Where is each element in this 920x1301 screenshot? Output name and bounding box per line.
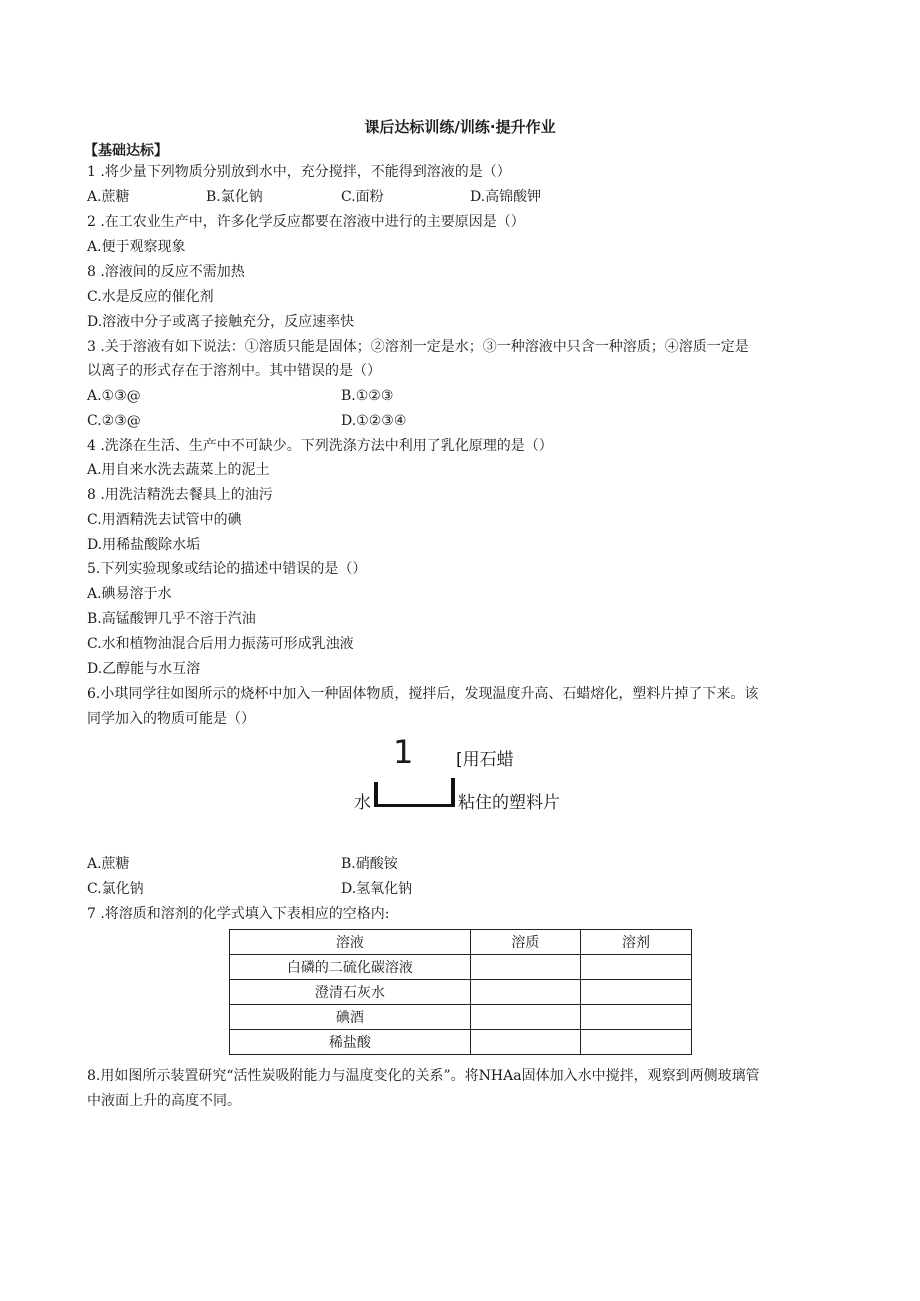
cell-solute-blank[interactable] xyxy=(470,955,580,980)
section-heading: 【基础达标】 xyxy=(84,143,168,159)
q6-option-a: A.蔗糖 xyxy=(87,856,130,872)
q1-option-c: C.面粉 xyxy=(341,189,384,205)
cell-solute-blank[interactable] xyxy=(470,1005,580,1030)
q5-option-d: D.乙醇能与水互溶 xyxy=(87,661,201,677)
table-row xyxy=(230,980,692,1005)
q4-stem: 4 .洗涤在生活、生产中不可缺少。下列洗涤方法中利用了乳化原理的是（） xyxy=(87,438,553,454)
cell-solvent-blank[interactable] xyxy=(580,1030,691,1055)
q5-option-c: C.水和植物油混合后用力振荡可形成乳浊液 xyxy=(87,636,354,652)
q5-stem: 5.下列实验现象或结论的描述中错误的是（） xyxy=(87,561,367,577)
cell-solution: 碘酒 xyxy=(230,1005,471,1030)
q6-option-b: B.硝酸铵 xyxy=(341,856,398,872)
q3-stem-line1: 3 .关于溶液有如下说法：①溶质只能是固体；②溶剂一定是水；③一种溶液中只含一种溶质；④溶质一定是 xyxy=(87,339,749,355)
beaker-left-wall xyxy=(374,782,378,806)
q3-option-a: A.①③@ xyxy=(87,388,141,404)
cell-solvent-blank[interactable] xyxy=(580,955,691,980)
cell-solute-blank[interactable] xyxy=(470,1030,580,1055)
figure-label-wax: [用石蜡 xyxy=(456,750,514,770)
q2-stem: 2 .在工农业生产中，许多化学反应都要在溶液中进行的主要原因是（） xyxy=(87,214,525,230)
q1-option-a: A.蔗糖 xyxy=(87,189,130,205)
q3-stem-line2: 以离子的形式存在于溶剂中。其中错误的是（） xyxy=(87,363,381,379)
figure-label-plastic-sheet: 粘住的塑料片 xyxy=(458,793,560,813)
q1-option-d: D.高锦酸钾 xyxy=(470,189,542,205)
q5-option-b: B.高锰酸钾几乎不溶于汽油 xyxy=(87,611,256,627)
q2-option-a: A.便于观察现象 xyxy=(87,239,186,255)
cell-solute-blank[interactable] xyxy=(470,980,580,1005)
q4-option-b: 8 .用洗洁精洗去餐具上的油污 xyxy=(87,487,273,503)
q4-option-d: D.用稀盐酸除水垢 xyxy=(87,537,201,553)
figure-digit: 1 xyxy=(393,733,414,771)
q2-option-d: D.溶液中分子或离子接触充分，反应速率快 xyxy=(87,314,355,330)
header-solute: 溶质 xyxy=(470,930,580,955)
figure-label-water: 水 xyxy=(354,793,371,813)
plastic-sheet xyxy=(374,804,455,807)
q3-option-b: B.①②③ xyxy=(341,388,394,404)
beaker-right-wall xyxy=(451,778,455,806)
q2-option-c: C.水是反应的催化剂 xyxy=(87,289,214,305)
q7-stem: 7 .将溶质和溶剂的化学式填入下表相应的空格内: xyxy=(87,906,390,922)
q1-option-b: B.氯化钠 xyxy=(206,189,263,205)
q8-stem-line2: 中液面上升的高度不同。 xyxy=(87,1093,241,1109)
header-solvent: 溶剂 xyxy=(580,930,691,955)
solution-table xyxy=(229,929,692,1055)
q4-option-a: A.用自来水洗去蔬菜上的泥土 xyxy=(87,462,270,478)
page-title: 课后达标训练/训练·提升作业 xyxy=(364,118,556,136)
q6-option-d: D.氢氧化钠 xyxy=(341,881,413,897)
q6-option-c: C.氯化钠 xyxy=(87,881,144,897)
q2-option-b: 8 .溶液间的反应不需加热 xyxy=(87,264,245,280)
cell-solution: 白磷的二硫化碳溶液 xyxy=(230,955,471,980)
cell-solvent-blank[interactable] xyxy=(580,980,691,1005)
q3-option-c: C.②③@ xyxy=(87,413,141,429)
q5-option-a: A.碘易溶于水 xyxy=(87,586,172,602)
table-row xyxy=(230,1030,692,1055)
q6-stem-line2: 同学加入的物质可能是（） xyxy=(87,711,255,727)
cell-solution: 稀盐酸 xyxy=(230,1030,471,1055)
table-row xyxy=(230,1005,692,1030)
header-solution: 溶液 xyxy=(230,930,471,955)
q6-stem-line1: 6.小琪同学往如图所示的烧杯中加入一种固体物质，搅拌后，发现温度升高、石蜡熔化，塑料片掉了下来。该 xyxy=(87,686,759,702)
q1-stem: 1 .将少量下列物质分别放到水中，充分搅拌，不能得到溶液的是（） xyxy=(87,164,511,180)
table-row xyxy=(230,955,692,980)
q8-stem-line1: 8.用如图所示装置研究“活性炭吸附能力与温度变化的关系”。将NHAa固体加入水中搅拌，观察到两侧玻璃管 xyxy=(87,1068,760,1084)
q3-option-d: D.①②③④ xyxy=(341,413,407,429)
q4-option-c: C.用酒精洗去试管中的碘 xyxy=(87,512,242,528)
cell-solution: 澄清石灰水 xyxy=(230,980,471,1005)
table-header-row xyxy=(230,930,692,955)
cell-solvent-blank[interactable] xyxy=(580,1005,691,1030)
